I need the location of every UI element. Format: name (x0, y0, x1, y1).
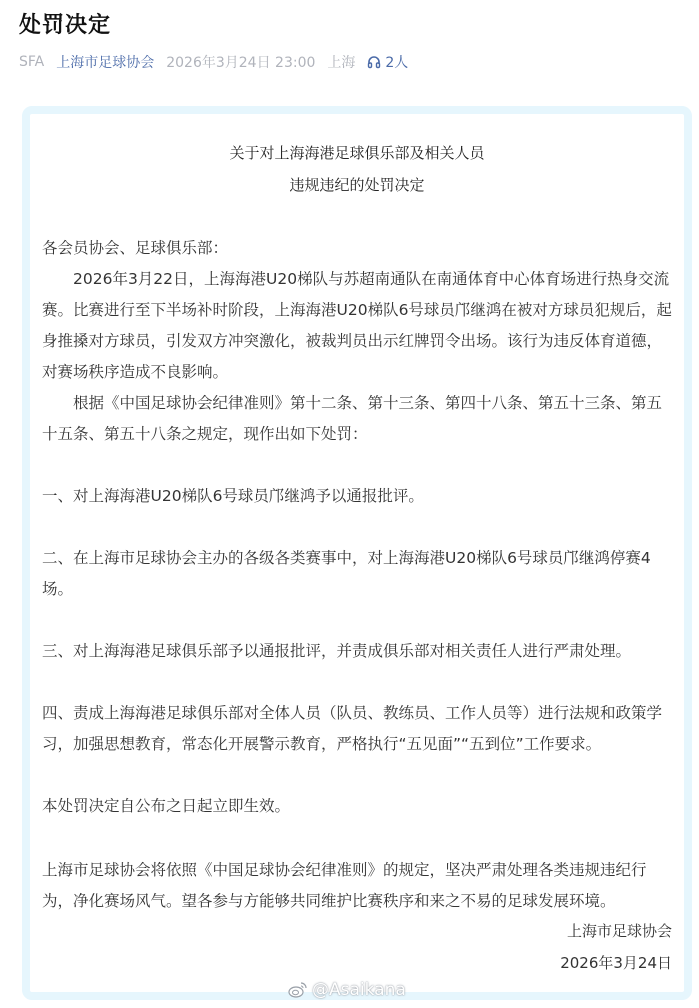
salutation: 各会员协会、足球俱乐部： (42, 239, 229, 257)
closing-paragraph: 上海市足球协会将依照《中国足球协会纪律准则》的规定，坚决严肃处理各类违规违纪行为，净化赛场风气。望各参与方能够共同维护比赛秩序和来之不易的足球发展环境。 (42, 861, 647, 910)
watermark-text: @Asaikana (312, 980, 406, 1000)
document-card (22, 106, 692, 1000)
publish-datetime: 2026年3月24日 23:00 (166, 55, 316, 71)
penalty-item: 四、责成上海海港足球俱乐部对全体人员（队员、教练员、工作人员等）进行法规和政策学习，加强思想教育，常态化开展警示教育，严格执行“五见面”“五到位”工作要求。 (42, 704, 663, 753)
listener-count: 2人 (385, 55, 409, 71)
page-title: 处罚决定 (19, 13, 112, 38)
headphones-icon (367, 55, 381, 69)
effective-statement: 本处罚决定自公布之日起立即生效。 (42, 797, 291, 815)
article-meta (19, 52, 432, 72)
document-heading-line2: 违规违纪的处罚决定 (289, 176, 425, 194)
incident-paragraph: 2026年3月22日，上海海港U20梯队与苏超南通队在南通体育中心体育场进行热身交流赛。比赛进行至下半场补时阶段，上海海港U20梯队6号球员邝继鸿在被对方球员犯规后，起身推搡对方球员，引发双方冲突激化，被裁判员出示红牌罚令出场。该行为违反体育道德，对赛场秩序造成不良影响。 (42, 270, 672, 381)
watermark (288, 980, 406, 1000)
document-body (42, 233, 672, 917)
document-heading-line1: 关于对上海海港足球俱乐部及相关人员 (229, 144, 485, 162)
author-link[interactable]: 上海市足球协会 (56, 55, 155, 71)
weibo-icon (288, 981, 308, 999)
listen-button[interactable] (367, 52, 420, 72)
source-tag: SFA (19, 54, 45, 70)
signature-org: 上海市足球协会 (566, 922, 672, 940)
penalty-item: 一、对上海海港U20梯队6号球员邝继鸿予以通报批评。 (42, 487, 424, 505)
penalty-item: 二、在上海市足球协会主办的各级各类赛事中，对上海海港U20梯队6号球员邝继鸿停赛4场。 (42, 549, 651, 598)
signature-date: 2026年3月24日 (560, 954, 672, 972)
publish-location: 上海 (327, 55, 356, 71)
penalty-item: 三、对上海海港足球俱乐部予以通报批评，并责成俱乐部对相关责任人进行严肃处理。 (42, 642, 632, 660)
basis-paragraph: 根据《中国足球协会纪律准则》第十二条、第十三条、第四十八条、第五十三条、第五十五条、第五十八条之规定，现作出如下处罚： (42, 394, 663, 443)
